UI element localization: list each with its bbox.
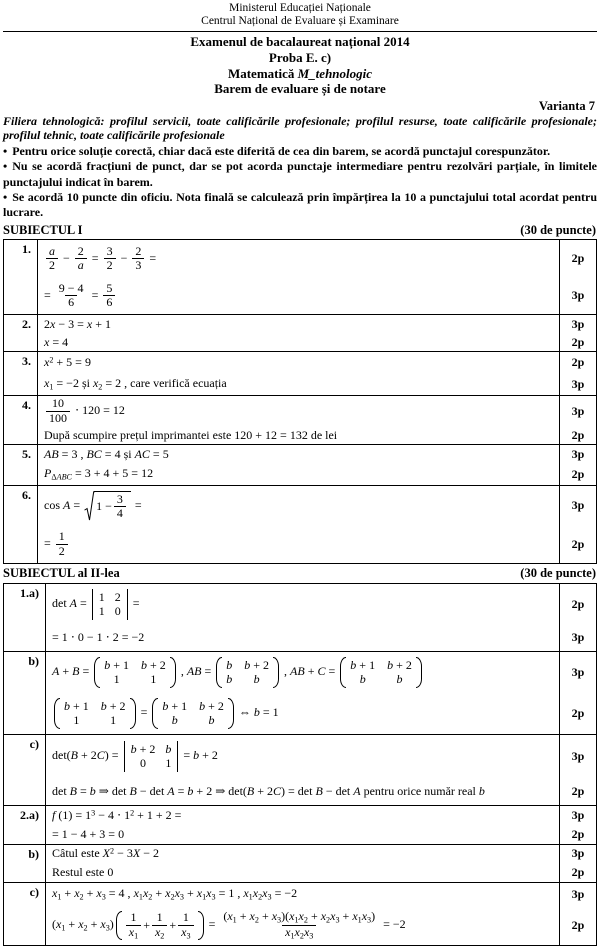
points-cell: 3p bbox=[559, 806, 596, 825]
fraction: $\frac{5}{6}$ bbox=[103, 282, 115, 311]
table-row bbox=[4, 485, 596, 563]
item-number: c) bbox=[4, 735, 46, 805]
solution-line: Câtul este $X^2 - 3X - 2$ bbox=[52, 846, 159, 861]
solution-line: f $(1) = 1^3 - 4 \cdot 1^2 + 1 + 2$ = bbox=[52, 807, 182, 822]
item-number: 5. bbox=[4, 445, 38, 485]
fraction: $\frac{(x_1 + x_2 + x_3)(x_1x_2 + x_2x_3 + x_1x_3)}{x_1x_2x_3}$ bbox=[223, 909, 376, 941]
points-cell: 3p bbox=[559, 735, 596, 778]
item-number: b) bbox=[4, 845, 46, 882]
points-cell: 3p bbox=[559, 625, 596, 651]
table-row bbox=[4, 584, 596, 651]
subject-prefix: Matematică bbox=[227, 65, 298, 81]
points-cell: 3p bbox=[559, 315, 596, 333]
solution-line: = 1 − 4 + 3 = 0 bbox=[52, 826, 125, 841]
fraction: $\frac{3}{4}$ bbox=[114, 493, 126, 522]
matrix: b + 1 b + 2 1 1 bbox=[54, 698, 136, 729]
points-cell: 3p bbox=[559, 373, 596, 395]
table-row bbox=[4, 882, 596, 945]
solution-line: $\frac{a}{2}$ − $\frac{2}{a}$ = $\frac{3}{2}$ − $\frac{2}{3}$ = bbox=[38, 240, 559, 277]
solution-line: = 1 ⋅ 0 − 1 ⋅ 2 = −2 bbox=[52, 630, 145, 645]
points-cell: 2p bbox=[559, 693, 596, 734]
points-cell: 2p bbox=[559, 584, 596, 625]
points-cell: 2p bbox=[559, 464, 596, 485]
subject1-heading bbox=[3, 223, 596, 239]
points-cell: 2p bbox=[559, 240, 596, 277]
solution-line: = $\frac{1}{2}$ bbox=[38, 526, 559, 564]
note-text: Se acordă 10 puncte din oficiu. Nota finală se calculează prin împărțirea la 10 a punctajului total acordat pentru lucrare. bbox=[3, 190, 597, 220]
points-cell: 3p bbox=[559, 445, 596, 464]
subject2-title: SUBIECTUL al II-lea bbox=[3, 566, 120, 581]
points-cell: 3p bbox=[559, 883, 596, 907]
table-row bbox=[4, 444, 596, 485]
fraction: $\frac{10}{100}$ bbox=[46, 397, 70, 426]
item-number: b) bbox=[4, 652, 46, 734]
item-number: 2.a) bbox=[4, 806, 46, 844]
solution-line: $x_1 = -2$ și $x_2 = 2$ , care verifică ecuația bbox=[44, 375, 227, 392]
table-row bbox=[4, 734, 596, 805]
variant-label: Varianta 7 bbox=[538, 98, 595, 113]
note-bullet-2 bbox=[3, 159, 597, 190]
item-number: c) bbox=[4, 883, 46, 945]
table-row bbox=[4, 314, 596, 351]
table-row bbox=[4, 844, 596, 882]
fraction: $\frac{2}{3}$ bbox=[132, 245, 144, 274]
table-row bbox=[4, 351, 596, 395]
exam-proba: Proba E. c) bbox=[268, 50, 332, 66]
paren-group: $\frac{1}{x_1}$ + $\frac{1}{x_2}$ + $\frac{1}{x_3}$ bbox=[116, 911, 204, 941]
fraction: $\frac{9 - 4}{6}$ bbox=[58, 280, 84, 310]
table-row bbox=[4, 240, 596, 314]
square-root: 1 − $\frac{3}{4}$ bbox=[84, 491, 131, 522]
subject-code: M_tehnologic bbox=[297, 65, 373, 81]
solution-line: $P_{\Delta ABC} = 3 + 4 + 5 = 12$ bbox=[44, 466, 154, 482]
center-name: Centrul Național de Evaluare și Examinare bbox=[201, 15, 399, 28]
solution-line: b + 1 b + 2 1 1 = b + 1 b + 2 b b ⇔ b = 1 bbox=[46, 693, 559, 734]
points-cell: 2p bbox=[559, 907, 596, 945]
points-cell: 2p bbox=[559, 352, 596, 373]
filiera-paragraph: Filiera tehnologică: profilul servicii, toate calificările profesionale; profilul resurse, toate calificările profesionale; profilul tehnic, toate calificările profesionale bbox=[3, 114, 597, 143]
bullet-icon: • bbox=[3, 190, 8, 205]
subject2-heading bbox=[3, 566, 596, 582]
subject1-title: SUBIECTUL I bbox=[3, 222, 83, 237]
points-cell: 2p bbox=[559, 863, 596, 882]
solution-line: x = 4 bbox=[44, 334, 69, 349]
fraction: $\frac{1}{x_3}$ bbox=[178, 911, 193, 941]
solution-line: După scumpire prețul imprimantei este 120 + 12 = 132 de lei bbox=[44, 428, 338, 443]
header-divider bbox=[3, 31, 597, 32]
subject1-points: (30 de puncte) bbox=[520, 222, 596, 237]
points-cell: 2p bbox=[559, 778, 596, 805]
exam-barem: Barem de evaluare și de notare bbox=[214, 81, 386, 97]
fraction: $\frac{1}{2}$ bbox=[56, 530, 68, 559]
exam-subject bbox=[3, 66, 597, 82]
table-row bbox=[4, 395, 596, 444]
item-number: 2. bbox=[4, 315, 38, 351]
bullet-icon: • bbox=[3, 144, 8, 159]
points-cell: 2p bbox=[559, 825, 596, 844]
solution-line: $x^2 + 5 = 9$ bbox=[44, 355, 91, 370]
solution-line: = $\frac{9 - 4}{6}$ = $\frac{5}{6}$ bbox=[38, 277, 559, 314]
fraction: $\frac{2}{a}$ bbox=[75, 245, 87, 274]
subject2-points: (30 de puncte) bbox=[520, 566, 596, 581]
points-cell: 3p bbox=[559, 845, 596, 864]
note-bullet-3 bbox=[3, 190, 597, 221]
solution-line: $\frac{10}{100}$ ⋅ 120 = 12 bbox=[38, 396, 559, 427]
item-number: 6. bbox=[4, 486, 38, 563]
points-cell: 2p bbox=[559, 333, 596, 351]
subject2-table bbox=[3, 583, 597, 946]
item-number: 3. bbox=[4, 352, 38, 395]
solution-line: det A = 1 2 1 0 = bbox=[52, 589, 140, 619]
matrix: b + 1 b + 2 b b bbox=[340, 657, 422, 688]
item-number: 1.a) bbox=[4, 584, 46, 651]
solution-line: 2x − 3 = x + 1 bbox=[44, 316, 111, 331]
determinant: b + 2 b 0 1 bbox=[124, 741, 179, 772]
note-bullet-1 bbox=[3, 144, 597, 159]
item-number: 1. bbox=[4, 240, 38, 314]
note-text: Pentru orice soluție corectă, chiar dacă este diferită de cea din barem, se acordă punctajul corespunzător. bbox=[12, 144, 551, 159]
fraction: $\frac{1}{x_1}$ bbox=[126, 911, 141, 941]
matrix: b + 1 b + 2 1 1 bbox=[94, 657, 176, 688]
points-cell: 3p bbox=[559, 486, 596, 526]
matrix: b b + 2 b b bbox=[216, 657, 279, 688]
solution-line: $x_1 + x_2 + x_3 = 4$ , $x_1x_2 + x_2x_3 + x_1x_3 = 1$ , $x_1x_2x_3 = -2$ bbox=[52, 886, 298, 902]
fraction: $\frac{3}{2}$ bbox=[104, 245, 116, 274]
matrix: b + 1 b + 2 b b bbox=[152, 698, 234, 729]
points-cell: 2p bbox=[559, 427, 596, 444]
solution-line: Restul este 0 bbox=[52, 864, 114, 879]
subject1-table bbox=[3, 239, 597, 564]
solution-line: $(x_1 + x_2 + x_3)$ $\frac{1}{x_1}$ + $\frac{1}{x_2}$ + $\frac{1}{x_3}$ = $\frac{(x_1 + x_2 + x_3)(x_1x_2 + x_2x_3 + x_1x_3)}{x_1x_2x_3}$ = −2 bbox=[52, 909, 406, 941]
solution-line: det(B + 2C) = b + 2 b 0 1 = b + 2 bbox=[52, 741, 218, 771]
solution-line: cos A = 1 − $\frac{3}{4}$ = bbox=[44, 491, 142, 521]
item-number: 4. bbox=[4, 396, 38, 444]
table-row bbox=[4, 805, 596, 844]
exam-title: Examenul de bacalaureat național 2014 bbox=[190, 34, 410, 50]
points-cell: 3p bbox=[559, 277, 596, 314]
determinant: 1 2 1 0 bbox=[92, 589, 128, 620]
solution-line: det B = b ⇒ det B − det A = b + 2 ⇒ det(B + 2C) = det B − det A pentru orice număr real b bbox=[52, 783, 485, 798]
solution-line: AB = 3 , BC = 4 și AC = 5 bbox=[44, 447, 169, 462]
bullet-icon: • bbox=[3, 159, 8, 174]
note-text: Nu se acordă fracțiuni de punct, dar se pot acorda punctaje intermediare pentru rezolvări parțiale, în limitele punctajului indicat în barem. bbox=[3, 159, 597, 189]
points-cell: 2p bbox=[559, 526, 596, 564]
points-cell: 3p bbox=[559, 652, 596, 693]
points-cell: 3p bbox=[559, 396, 596, 427]
ministry-name: Ministerul Educației Naționale bbox=[229, 2, 371, 14]
solution-line: A + B = b + 1 b + 2 1 1 , AB = b b + 2 b b , AB + C = b + 1 b + 2 b b bbox=[46, 652, 559, 693]
fraction: $\frac{1}{x_2}$ bbox=[152, 911, 167, 941]
table-row bbox=[4, 651, 596, 734]
fraction: $\frac{a}{2}$ bbox=[46, 245, 58, 274]
